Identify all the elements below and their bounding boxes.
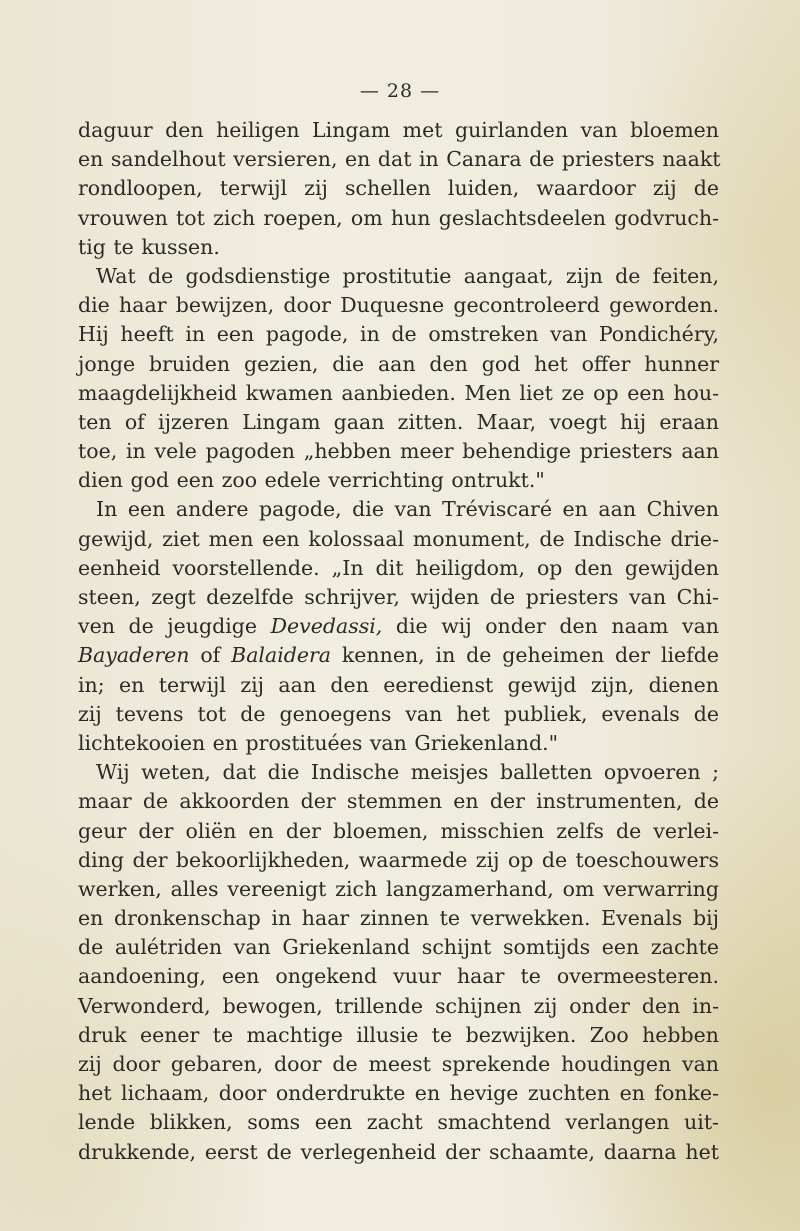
text-segment: die haar bewijzen, door Duquesne gecontroleerd geworden. — [78, 293, 719, 318]
text-line — [78, 904, 719, 933]
text-line — [78, 554, 719, 583]
text-segment: rondloopen, terwijl zij schellen luiden, waardoor zij de — [78, 176, 719, 201]
text-line — [78, 262, 719, 291]
text-line — [78, 933, 719, 962]
text-segment: jonge bruiden gezien, die aan den god het offer hunner — [78, 351, 719, 376]
text-segment: gewijd, ziet men een kolossaal monument, de Indische drie- — [78, 526, 719, 551]
text-segment: ding der bekoorlijkheden, waarmede zij op de toeschouwers — [78, 847, 719, 872]
text-line — [78, 846, 719, 875]
text-line — [78, 817, 719, 846]
italic-text: Balaidera — [231, 643, 332, 668]
text-line — [78, 145, 719, 174]
text-line — [78, 787, 719, 816]
text-segment: Wij weten, dat die Indische meisjes balletten opvoeren ; — [96, 760, 719, 785]
text-segment: het lichaam, door onderdrukte en hevige zuchten en fonke- — [78, 1081, 719, 1106]
text-segment: in; en terwijl zij aan den eeredienst gewijd zijn, dienen — [78, 672, 719, 697]
italic-text: Devedassi, — [270, 614, 383, 639]
text-segment: Hij heeft in een pagode, in de omstreken van Pondichéry, — [78, 322, 719, 347]
text-line — [78, 583, 719, 612]
text-line — [78, 1079, 719, 1108]
text-segment: ten of ijzeren Lingam gaan zitten. Maar, voegt hij eraan — [78, 409, 719, 434]
text-line — [78, 700, 719, 729]
italic-text: Bayaderen — [78, 643, 190, 668]
text-segment: steen, zegt dezelfde schrijver, wijden de priesters van Chi- — [78, 585, 719, 609]
text-segment: lichtekooien en prostituées van Griekenland." — [78, 730, 559, 755]
text-segment: lende blikken, soms een zacht smachtend verlangen uit- — [78, 1110, 719, 1135]
text-line — [78, 758, 719, 787]
text-line — [78, 1050, 719, 1079]
text-line — [78, 233, 719, 262]
text-segment: Wat de godsdienstige prostitutie aangaat, zijn de feiten, — [96, 263, 719, 288]
text-line — [78, 671, 719, 700]
text-line — [78, 174, 719, 203]
text-line — [78, 992, 719, 1021]
text-segment: en sandelhout versieren, en dat in Canara de priesters naakt — [78, 147, 721, 172]
text-segment: aandoening, een ongekend vuur haar te overmeesteren. — [78, 964, 719, 989]
text-segment: dien god een zoo edele verrichting ontrukt." — [78, 468, 545, 493]
text-line — [78, 875, 719, 904]
text-segment: maar de akkoorden der stemmen en der instrumenten, de — [78, 789, 719, 814]
text-line — [78, 379, 719, 408]
text-segment: die wij onder den naam van — [382, 614, 719, 639]
text-line — [78, 1138, 719, 1167]
text-line — [78, 612, 719, 641]
text-line — [78, 525, 719, 554]
text-line — [78, 641, 719, 670]
text-segment: eenheid voorstellende. „In dit heiligdom, op den gewijden — [78, 555, 719, 580]
text-segment: daguur den heiligen Lingam met guirlanden van bloemen — [78, 118, 719, 142]
text-segment: Verwonderd, bewogen, trillende schijnen zij onder den in- — [78, 993, 719, 1018]
text-segment: toe, in vele pagoden „hebben meer behendige priesters aan — [78, 439, 719, 464]
text-line — [78, 437, 719, 466]
body-text — [78, 116, 719, 1167]
text-line — [78, 350, 719, 379]
text-line — [78, 495, 719, 524]
text-line — [78, 408, 719, 437]
text-segment: zij door gebaren, door de meest sprekende houdingen van — [78, 1052, 719, 1076]
text-segment: kennen, in de geheimen der liefde — [331, 643, 720, 668]
text-line — [78, 729, 719, 758]
text-line — [78, 1108, 719, 1137]
text-line — [78, 466, 719, 495]
text-segment: geur der oliën en der bloemen, misschien zelfs de verlei- — [78, 818, 719, 843]
text-segment: drukkende, eerst de verlegenheid der schaamte, daarna het — [78, 1139, 719, 1164]
text-segment: ven de jeugdige — [78, 614, 271, 639]
text-segment: en dronkenschap in haar zinnen te verwekken. Evenals bij — [78, 906, 719, 931]
text-line — [78, 291, 719, 320]
text-line — [78, 116, 719, 145]
text-line — [78, 962, 719, 991]
text-segment: werken, alles vereenigt zich langzamerhand, om verwarring — [78, 876, 719, 901]
text-line — [78, 1021, 719, 1050]
text-segment: de aulétriden van Griekenland schijnt somtijds een zachte — [78, 935, 719, 960]
text-line — [78, 320, 719, 349]
text-segment: maagdelijkheid kwamen aanbieden. Men liet ze op een hou- — [78, 380, 719, 405]
text-line — [78, 204, 719, 233]
text-segment: In een andere pagode, die van Tréviscaré en aan Chiven — [96, 497, 719, 522]
text-segment: vrouwen tot zich roepen, om hun geslachtsdeelen godvruch- — [78, 205, 719, 230]
text-segment: druk eener te machtige illusie te bezwijken. Zoo hebben — [78, 1022, 719, 1047]
text-segment: zij tevens tot de genoegens van het publiek, evenals de — [78, 701, 719, 726]
text-segment: tig te kussen. — [78, 234, 220, 259]
page-number: — 28 — — [359, 80, 441, 102]
text-segment: of — [189, 643, 232, 668]
